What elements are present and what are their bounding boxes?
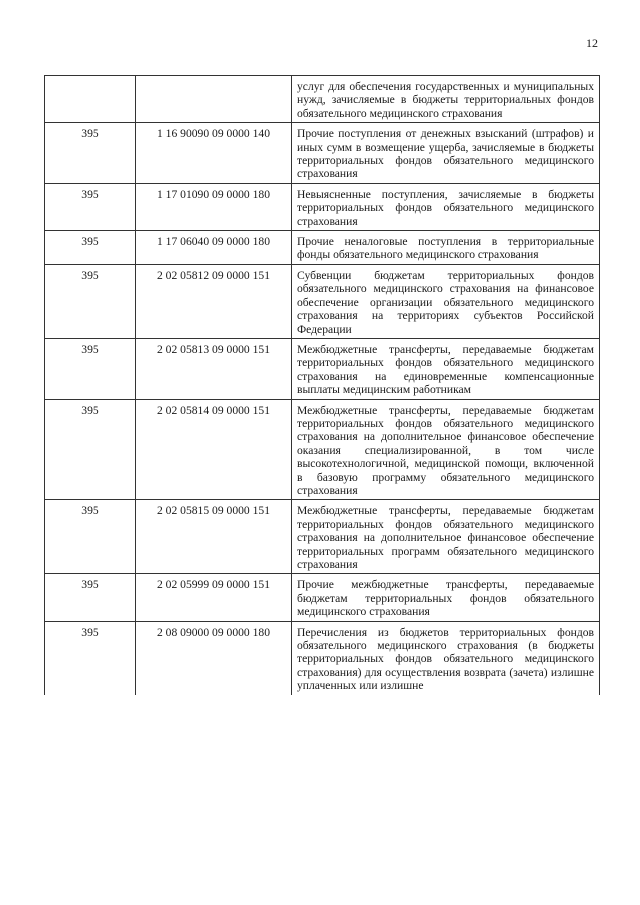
revenue-name-cell: услуг для обеспечения государственных и муниципальных нужд, зачисляемые в бюджеты территориальных фондов обязательного медицинского страхования bbox=[292, 76, 600, 123]
admin-code-cell: 395 bbox=[45, 183, 136, 230]
revenue-name-cell: Невыясненные поступления, зачисляемые в бюджеты территориальных фондов обязательного медицинского страхования bbox=[292, 183, 600, 230]
revenue-name-cell: Перечисления из бюджетов территориальных фондов обязательного медицинского страхования (в бюджеты территориальных фондов обязательного медицинского страхования) для осуществления возврата (зачета) излишне уплаченных или излишне bbox=[292, 621, 600, 695]
admin-code-cell: 395 bbox=[45, 338, 136, 399]
admin-code-cell: 395 bbox=[45, 500, 136, 574]
budget-code-cell: 1 17 01090 09 0000 180 bbox=[136, 183, 292, 230]
table-row bbox=[45, 500, 600, 574]
budget-code-cell: 2 02 05814 09 0000 151 bbox=[136, 399, 292, 500]
table-row bbox=[45, 574, 600, 621]
table-row bbox=[45, 621, 600, 695]
admin-code-cell: 395 bbox=[45, 123, 136, 184]
admin-code-cell: 395 bbox=[45, 621, 136, 695]
admin-code-cell: 395 bbox=[45, 264, 136, 338]
page-number: 12 bbox=[586, 36, 598, 50]
budget-code-cell: 2 08 09000 09 0000 180 bbox=[136, 621, 292, 695]
table-row bbox=[45, 264, 600, 338]
budget-code-cell: 2 02 05813 09 0000 151 bbox=[136, 338, 292, 399]
revenue-name-cell: Прочие межбюджетные трансферты, передаваемые бюджетам территориальных фондов обязательного медицинского страхования bbox=[292, 574, 600, 621]
budget-code-cell: 1 17 06040 09 0000 180 bbox=[136, 231, 292, 265]
admin-code-cell bbox=[45, 76, 136, 123]
budget-code-cell bbox=[136, 76, 292, 123]
revenue-name-cell: Прочие неналоговые поступления в территориальные фонды обязательного медицинского страхования bbox=[292, 231, 600, 265]
revenue-name-cell: Прочие поступления от денежных взысканий (штрафов) и иных сумм в возмещение ущерба, зачисляемые в бюджеты территориальных фондов обязательного медицинского страхования bbox=[292, 123, 600, 184]
table-row bbox=[45, 76, 600, 123]
budget-code-cell: 2 02 05815 09 0000 151 bbox=[136, 500, 292, 574]
table-row bbox=[45, 183, 600, 230]
admin-code-cell: 395 bbox=[45, 399, 136, 500]
revenue-name-cell: Межбюджетные трансферты, передаваемые бюджетам территориальных фондов обязательного медицинского страхования на единовременные компенсационные выплаты медицинским работникам bbox=[292, 338, 600, 399]
revenue-name-cell: Межбюджетные трансферты, передаваемые бюджетам территориальных фондов обязательного медицинского страхования на дополнительное финансовое обеспечение территориальных программ обязательного медицинского страхования bbox=[292, 500, 600, 574]
table-row bbox=[45, 123, 600, 184]
budget-code-cell: 1 16 90090 09 0000 140 bbox=[136, 123, 292, 184]
revenue-name-cell: Субвенции бюджетам территориальных фондов обязательного медицинского страхования на финансовое обеспечение организации обязательного медицинского страхования на территориях субъектов Российской Федерации bbox=[292, 264, 600, 338]
table-row bbox=[45, 399, 600, 500]
revenue-name-cell: Межбюджетные трансферты, передаваемые бюджетам территориальных фондов обязательного медицинского страхования на дополнительное финансовое обеспечение оказания специализированной, в том числе высокотехнологичной, медицинской помощи, включенной в базовую программу обязательного медицинского страхования bbox=[292, 399, 600, 500]
admin-code-cell: 395 bbox=[45, 574, 136, 621]
table-row bbox=[45, 338, 600, 399]
admin-code-cell: 395 bbox=[45, 231, 136, 265]
budget-code-cell: 2 02 05999 09 0000 151 bbox=[136, 574, 292, 621]
budget-code-cell: 2 02 05812 09 0000 151 bbox=[136, 264, 292, 338]
table-row bbox=[45, 231, 600, 265]
revenue-codes-table bbox=[44, 75, 600, 695]
